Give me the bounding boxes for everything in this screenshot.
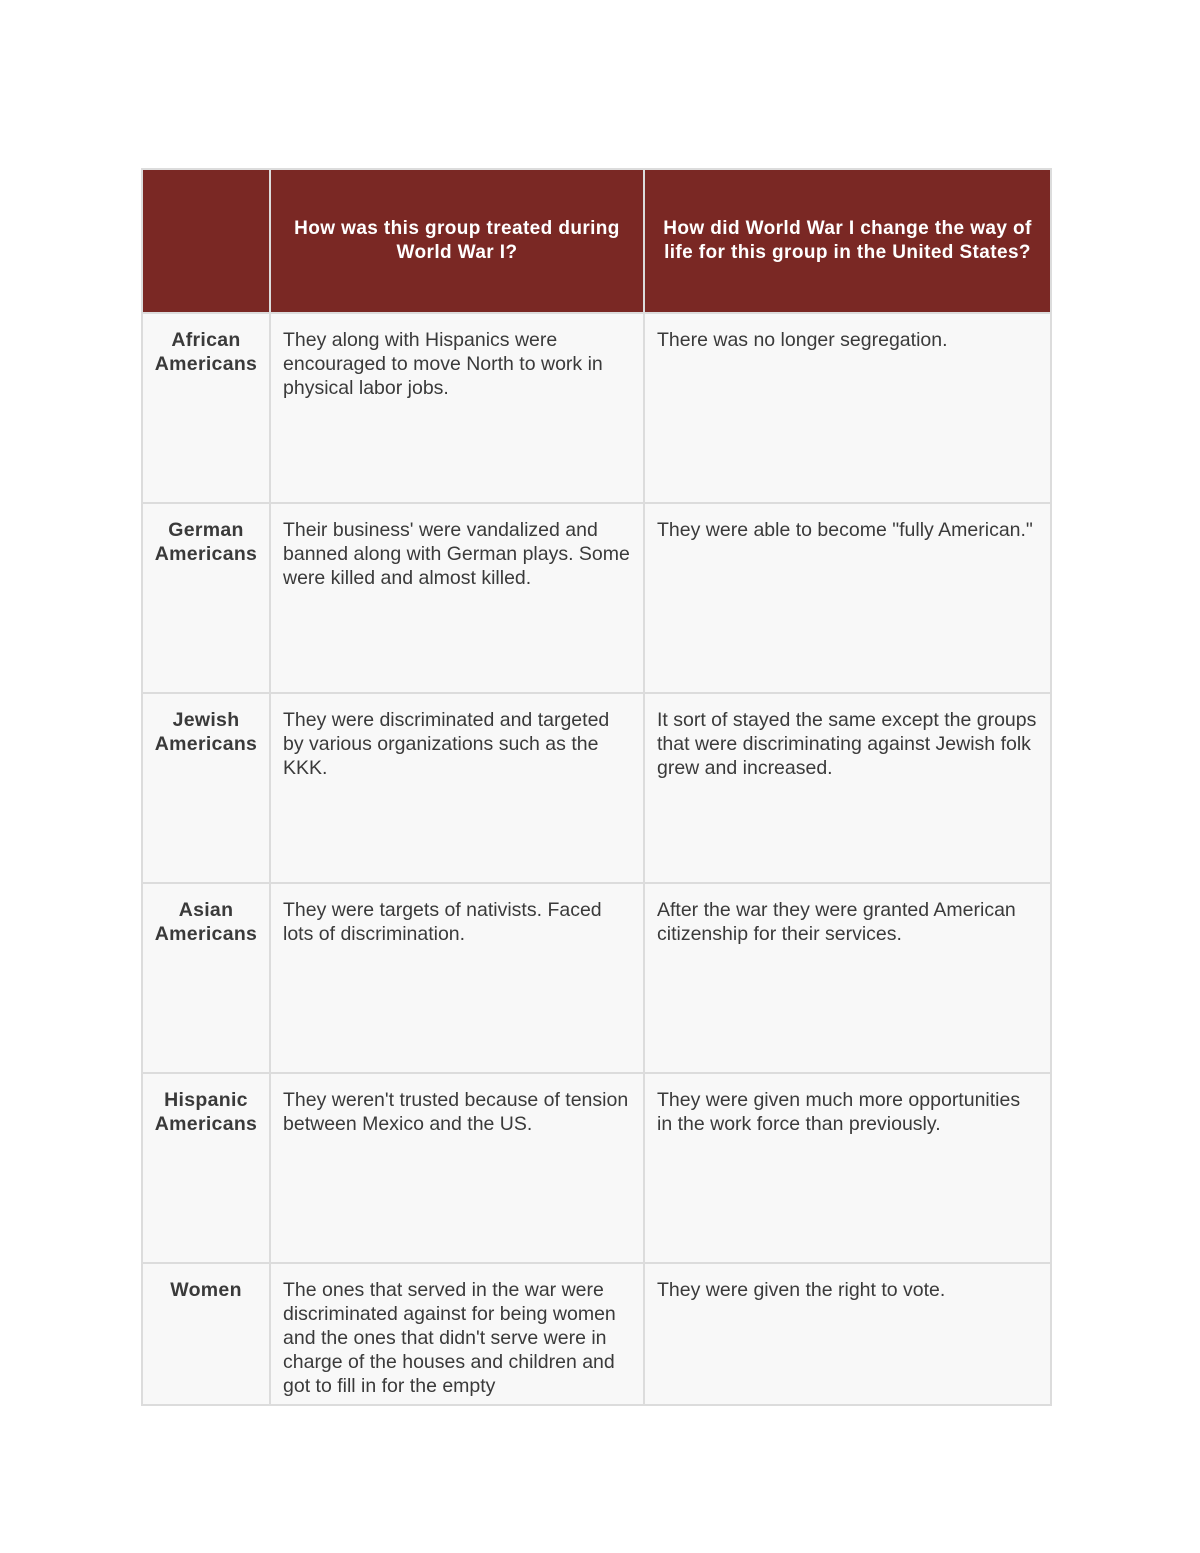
header-cell-changed: [644, 169, 1051, 313]
group-cell: [142, 313, 270, 503]
table-row: [142, 503, 1051, 693]
changed-text: After the war they were granted American citizenship for their services.: [657, 899, 1016, 945]
group-label: Women: [170, 1279, 242, 1301]
header-row: [142, 169, 1051, 313]
group-label: Hispanic Americans: [154, 1089, 258, 1135]
group-cell: [142, 693, 270, 883]
changed-cell: [644, 1263, 1051, 1405]
header-cell-treated: [270, 169, 644, 313]
changed-text: It sort of stayed the same except the groups that were discriminating against Jewish folk grew and increased.: [657, 709, 1037, 779]
changed-cell: [644, 1073, 1051, 1263]
changed-text: They were able to become "fully American.": [657, 519, 1033, 541]
header-label: How did World War I change the way of life for this group in the United States?: [663, 218, 1032, 263]
changed-text: They were given the right to vote.: [657, 1279, 946, 1301]
table-row: [142, 1263, 1051, 1405]
group-label: German Americans: [154, 519, 258, 565]
group-label: Jewish Americans: [154, 709, 258, 755]
treated-cell: [270, 1073, 644, 1263]
treated-text: They were discriminated and targeted by various organizations such as the KKK.: [283, 709, 610, 779]
table-row: [142, 693, 1051, 883]
treated-cell: [270, 1263, 644, 1405]
treated-cell: [270, 503, 644, 693]
group-cell: [142, 503, 270, 693]
changed-cell: [644, 313, 1051, 503]
treated-cell: [270, 693, 644, 883]
table-row: [142, 313, 1051, 503]
table-header: [142, 169, 1051, 313]
changed-text: They were given much more opportunities in the work force than previously.: [657, 1089, 1021, 1135]
treated-text: They weren't trusted because of tension between Mexico and the US.: [283, 1089, 629, 1135]
treated-text: They were targets of nativists. Faced lots of discrimination.: [283, 899, 602, 945]
worksheet-table: [141, 168, 1052, 1406]
table-row: [142, 883, 1051, 1073]
treated-text: Their business' were vandalized and banned along with German plays. Some were killed and almost killed.: [283, 519, 630, 589]
group-label: Asian Americans: [154, 899, 258, 945]
treated-text: The ones that served in the war were discriminated against for being women and the ones that didn't serve were in charge of the houses and children and got to fill in for the empty: [283, 1279, 616, 1396]
group-cell: [142, 883, 270, 1073]
treated-cell: [270, 313, 644, 503]
header-cell-group: [142, 169, 270, 313]
changed-text: There was no longer segregation.: [657, 329, 948, 351]
treated-text: They along with Hispanics were encouraged to move North to work in physical labor jobs.: [283, 329, 603, 399]
group-label: African Americans: [154, 329, 258, 375]
changed-cell: [644, 883, 1051, 1073]
treated-cell: [270, 883, 644, 1073]
changed-cell: [644, 503, 1051, 693]
group-cell: [142, 1073, 270, 1263]
changed-cell: [644, 693, 1051, 883]
group-cell: [142, 1263, 270, 1405]
header-label: How was this group treated during World War I?: [294, 218, 620, 263]
table-body: [142, 313, 1051, 1405]
table-row: [142, 1073, 1051, 1263]
